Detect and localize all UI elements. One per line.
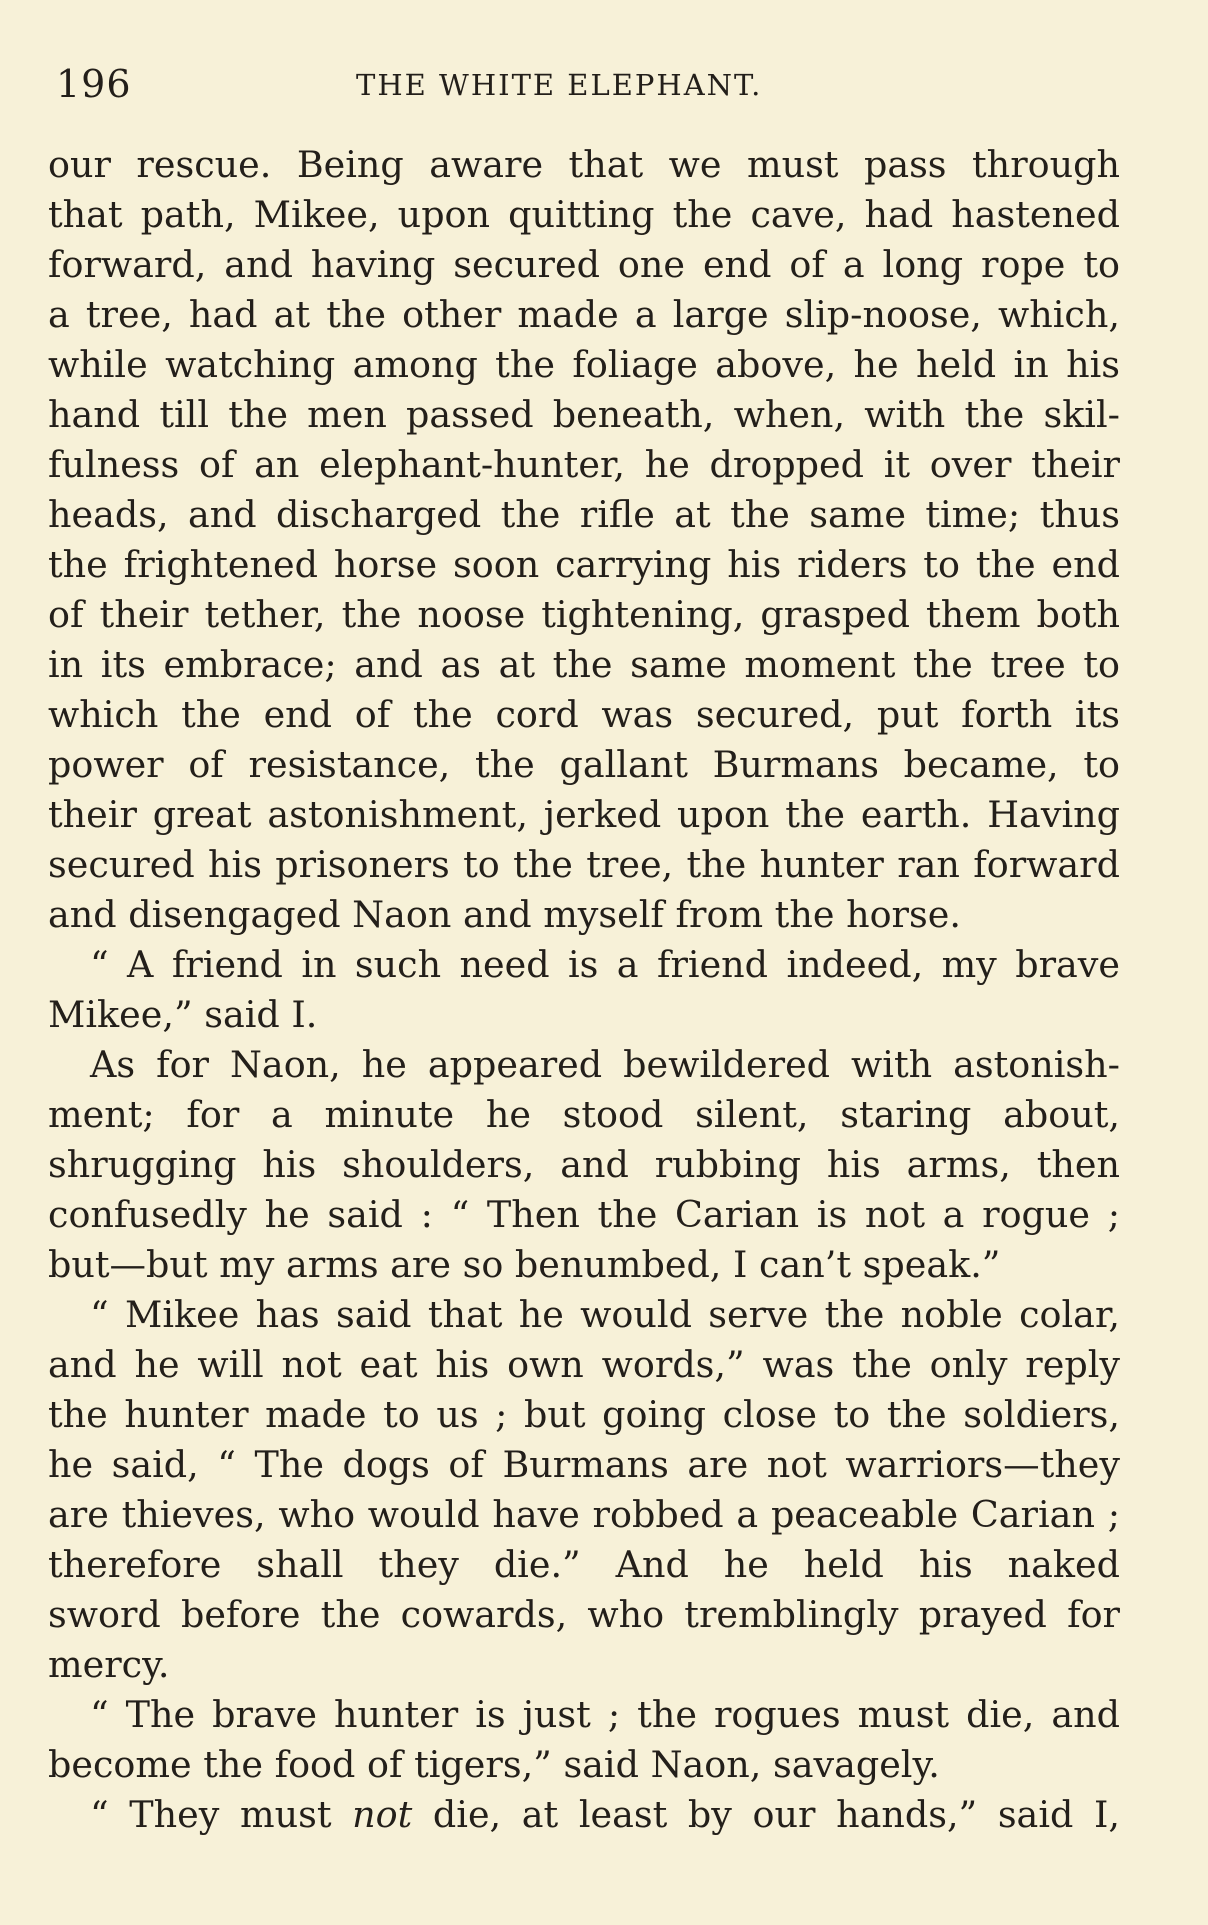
body-text xyxy=(48,140,1120,1840)
text-segment: “ They must xyxy=(90,1793,353,1836)
text-line: in its embrace; and as at the same moment the tree to xyxy=(48,643,1120,686)
text-line: of their tether, the noose tightening, grasped them both xyxy=(48,593,1120,636)
text-line: the hunter made to us ; but going close to the soldiers, xyxy=(48,1393,1120,1436)
text-line: fulness of an elephant-hunter, he dropped it over their xyxy=(48,443,1120,486)
text-segment: die, at least by our hands,” said I, xyxy=(412,1793,1121,1836)
emphasized-word: not xyxy=(352,1793,413,1836)
text-line: but—but my arms are so benumbed, I can’t speak.” xyxy=(48,1243,1001,1286)
text-line: which the end of the cord was secured, put forth its xyxy=(48,693,1120,736)
text-line: shrugging his shoulders, and rubbing his arms, then xyxy=(48,1143,1120,1186)
text-line: “ Mikee has said that he would serve the noble colar, xyxy=(90,1293,1120,1336)
text-line: become the food of tigers,” said Naon, savagely. xyxy=(48,1743,940,1786)
running-head: THE WHITE ELEPHANT. xyxy=(356,68,763,102)
page-number: 196 xyxy=(56,62,132,106)
text-line: he said, “ The dogs of Burmans are not warriors—they xyxy=(48,1443,1120,1486)
text-line: secured his prisoners to the tree, the hunter ran forward xyxy=(48,843,1120,886)
text-line: and he will not eat his own words,” was the only reply xyxy=(48,1343,1120,1386)
text-line: sword before the cowards, who tremblingly prayed for xyxy=(48,1593,1120,1636)
text-line: hand till the men passed beneath, when, with the skil- xyxy=(48,393,1120,436)
text-line: that path, Mikee, upon quitting the cave, had hastened xyxy=(48,193,1120,236)
text-line: As for Naon, he appeared bewildered with astonish- xyxy=(90,1043,1120,1086)
text-line: the frightened horse soon carrying his riders to the end xyxy=(48,543,1120,586)
text-line: heads, and discharged the rifle at the same time; thus xyxy=(48,493,1120,536)
text-line: and disengaged Naon and myself from the horse. xyxy=(48,893,961,936)
text-line: Mikee,” said I. xyxy=(48,993,318,1036)
text-line: are thieves, who would have robbed a peaceable Carian ; xyxy=(48,1493,1120,1536)
text-line: our rescue. Being aware that we must pass through xyxy=(48,143,1120,186)
text-line: ment; for a minute he stood silent, staring about, xyxy=(48,1093,1120,1136)
text-line: their great astonishment, jerked upon the earth. Having xyxy=(48,793,1120,836)
text-line-with-emphasis xyxy=(48,1790,1120,1840)
text-line: “ A friend in such need is a friend indeed, my brave xyxy=(90,943,1120,986)
text-line: power of resistance, the gallant Burmans became, to xyxy=(48,743,1120,786)
text-line: while watching among the foliage above, he held in his xyxy=(48,343,1120,386)
text-line: mercy. xyxy=(48,1643,170,1686)
text-line: “ The brave hunter is just ; the rogues must die, and xyxy=(90,1693,1120,1736)
page-header xyxy=(48,62,1112,112)
text-line: a tree, had at the other made a large slip-noose, which, xyxy=(48,293,1120,336)
text-line: forward, and having secured one end of a long rope to xyxy=(48,243,1120,286)
text-line: confusedly he said : “ Then the Carian is not a rogue ; xyxy=(48,1193,1120,1236)
text-line: therefore shall they die.” And he held his naked xyxy=(48,1543,1120,1586)
